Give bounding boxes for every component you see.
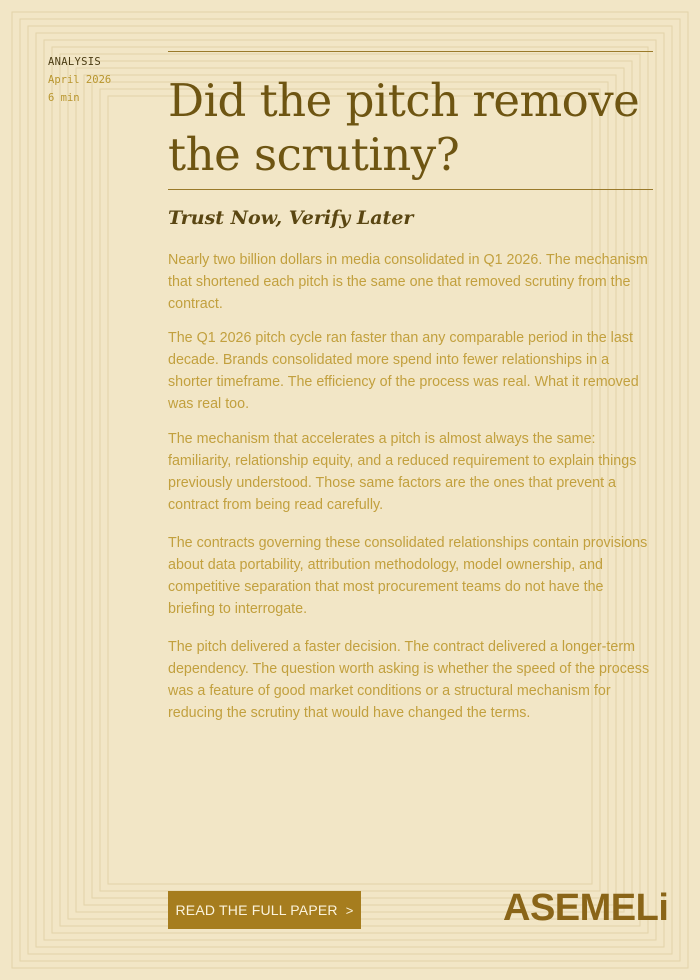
- body-paragraph: Nearly two billion dollars in media consolidated in Q1 2026. The mechanism that shortened each pitch is the same one that removed scrutiny from the contract.: [168, 252, 648, 312]
- body-paragraph: The contracts governing these consolidated relationships contain provisions about data portability, attribution methodology, model ownership, and competitive separation that most procurement teams do not have the briefing to interrogate.: [168, 535, 648, 617]
- chevron-right-icon: >: [345, 902, 354, 918]
- article-body: [168, 249, 653, 724]
- body-paragraph: The Q1 2026 pitch cycle ran faster than any comparable period in the last decade. Brands consolidated more spend into fewer relationships in a shorter timeframe. The efficiency of the process was real. What it removed was real too.: [168, 330, 639, 412]
- headline: [168, 74, 653, 182]
- headline-line: Did the pitch remove: [168, 74, 640, 127]
- body-paragraph: The mechanism that accelerates a pitch is almost always the same: familiarity, relationship equity, and a reduced requirement to explain things previously understood. Those same factors are the ones that prevent a contract from being read carefully.: [168, 431, 637, 513]
- read-full-paper-button[interactable]: [168, 891, 361, 929]
- subtitle: Trust Now, Verify Later: [168, 207, 414, 229]
- cta-label: READ THE FULL PAPER: [175, 902, 338, 918]
- top-rule: [168, 51, 653, 52]
- headline-line: the scrutiny?: [168, 128, 460, 181]
- brand-logo: ASEMELi: [503, 887, 669, 929]
- body-paragraph: The pitch delivered a faster decision. The contract delivered a longer-term dependency. The question worth asking is whether the speed of the process was a feature of good market conditions or a structural mechanism for reducing the scrutiny that would have changed the terms.: [168, 639, 650, 721]
- read-time: 6 min: [48, 92, 80, 104]
- publish-date: April 2026: [48, 74, 112, 86]
- article-meta: [48, 53, 111, 107]
- section-label: ANALYSIS: [48, 56, 101, 68]
- headline-bottom-rule: [168, 189, 653, 190]
